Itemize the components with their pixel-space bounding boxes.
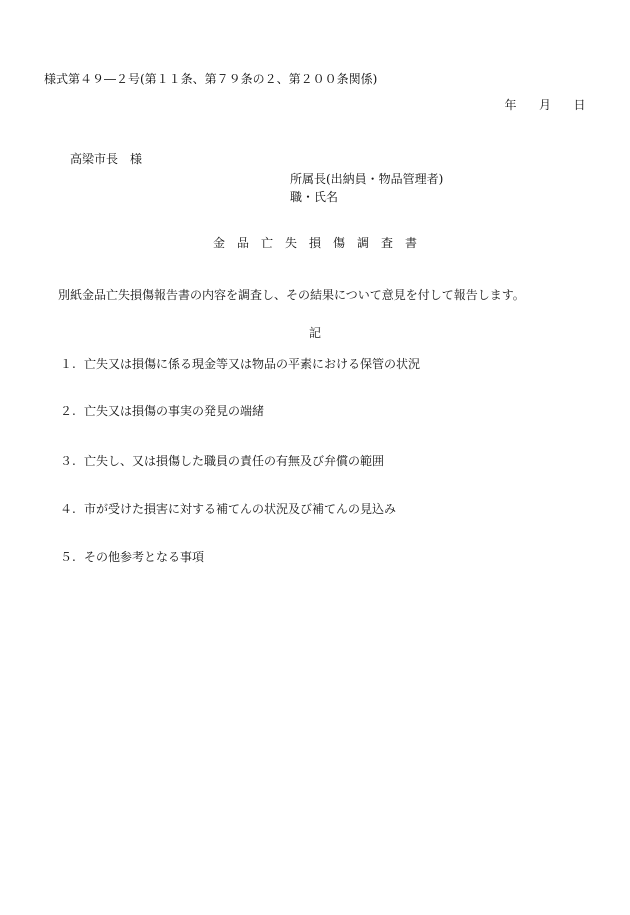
item-text: その他参考となる事項: [84, 550, 205, 564]
item-number: ５.: [60, 550, 76, 564]
list-item: [60, 454, 384, 470]
item-text: 亡失し、又は損傷した職員の責任の有無及び弁償の範囲: [84, 454, 385, 468]
item-number: ４.: [60, 502, 76, 516]
date-year: 年: [504, 98, 517, 112]
list-item: [60, 550, 204, 566]
item-text: 亡失又は損傷の事実の発見の端緒: [84, 404, 265, 418]
date-line: [504, 98, 586, 114]
list-item: [60, 502, 396, 518]
item-text: 亡失又は損傷に係る現金等又は物品の平素における保管の状況: [84, 357, 421, 371]
addressee: 高梁市長 様: [70, 152, 143, 166]
document-title: 金品亡失損傷調査書: [212, 236, 429, 250]
item-number: ２.: [60, 404, 76, 418]
list-item: [60, 404, 264, 420]
form-number: 様式第４９―２号(第１１条、第７９条の２、第２００条関係): [44, 72, 378, 86]
list-item: [60, 357, 420, 373]
item-number: ３.: [60, 454, 76, 468]
name-label: 職・氏名: [290, 190, 339, 204]
date-month: 月: [538, 98, 552, 112]
ki-heading: 記: [308, 326, 321, 340]
date-day: 日: [573, 98, 586, 112]
intro-text: 別紙金品亡失損傷報告書の内容を調査し、その結果について意見を付して報告します。: [58, 288, 525, 302]
item-text: 市が受けた損害に対する補てんの状況及び補てんの見込み: [84, 502, 397, 516]
department-label: 所属長(出納員・物品管理者): [290, 172, 444, 186]
item-number: １.: [60, 357, 76, 371]
